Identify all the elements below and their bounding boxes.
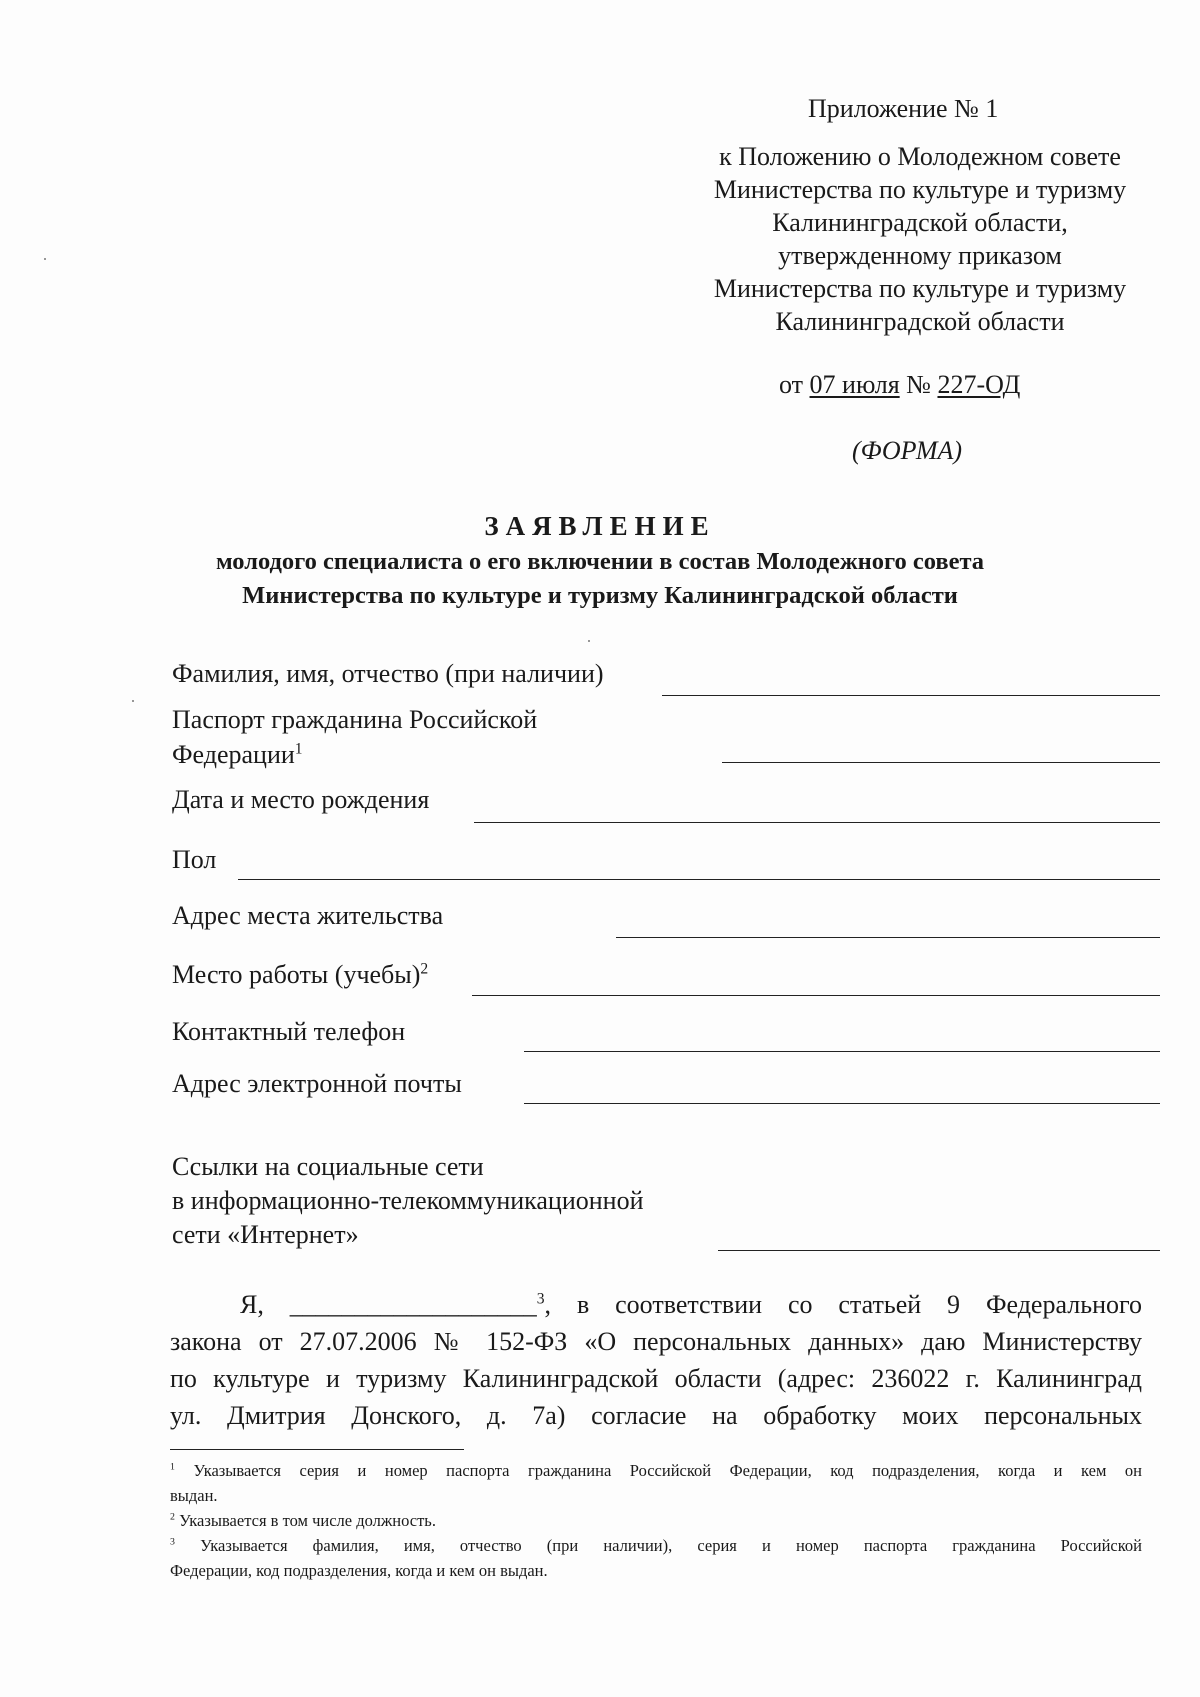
consent-line-3: по культуре и туризму Калининградской области (адрес: 236022 г. Калининград [170, 1364, 1142, 1393]
passport-label-text: Федерации [172, 740, 295, 769]
scan-speck [588, 640, 590, 642]
consent-start: Я, [240, 1290, 264, 1319]
order-date: 07 июля [809, 370, 900, 399]
field-social-label-2: в информационно-телекоммуникационной [172, 1186, 644, 1215]
footnote-number: 1 [170, 1461, 175, 1473]
consent-line-4: ул. Дмитрия Донского, д. 7а) согласие на обработку моих персональных [170, 1401, 1142, 1430]
document-heading: ЗАЯВЛЕНИЕ [484, 511, 716, 541]
footnote-text: Указывается серия и номер паспорта гражданина Российской Федерации, код подразделения, когда и кем он [193, 1461, 1143, 1480]
approval-block [680, 140, 1160, 338]
footnote-text: Указывается в том числе должность. [179, 1511, 436, 1530]
footnote-1 [170, 1459, 1142, 1483]
footnote-text: Указывается фамилия, имя, отчество (при наличии), серия и номер паспорта гражданина Российской [200, 1536, 1142, 1555]
field-phone-line[interactable] [524, 1051, 1160, 1052]
document-subtitle: молодого специалиста о его включении в состав Молодежного совета [215, 548, 985, 575]
consent-name-blank[interactable]: ___________________ [289, 1290, 537, 1319]
approval-line: Министерства по культуре и туризму [713, 274, 1127, 303]
form-label: (ФОРМА) [852, 436, 963, 465]
consent-line-1 [240, 1288, 1142, 1322]
consent-line-2: закона от 27.07.2006 № 152-ФЗ «О персональных данных» даю Министерству [170, 1327, 1142, 1356]
field-address-line[interactable] [616, 937, 1160, 938]
footnote-ref: 3 [536, 1290, 545, 1308]
approval-line: утвержденному приказом [778, 241, 1062, 270]
footnote-ref: 1 [294, 740, 303, 758]
footnote-number: 3 [170, 1536, 175, 1548]
order-prefix: от [779, 370, 810, 399]
field-email-label: Адрес электронной почты [172, 1069, 462, 1098]
scan-speck [44, 258, 46, 260]
field-social-label-3: сети «Интернет» [172, 1220, 359, 1249]
footnote-1-cont: выдан. [170, 1486, 218, 1505]
field-passport-label: Паспорт гражданина Российской [172, 705, 538, 734]
appendix-label: Приложение № 1 [808, 94, 999, 123]
order-mid: № [899, 370, 938, 399]
field-full-name-label: Фамилия, имя, отчество (при наличии) [172, 659, 604, 688]
footnote-3 [170, 1534, 1142, 1558]
field-birth-label: Дата и место рождения [172, 785, 430, 814]
approval-line: Калининградской области, [772, 208, 1068, 237]
field-work-label [172, 960, 428, 990]
field-passport-label-2 [172, 740, 303, 770]
field-email-line[interactable] [524, 1103, 1160, 1104]
footnote-3-cont: Федерации, код подразделения, когда и кем он выдан. [170, 1561, 548, 1580]
field-birth-line[interactable] [474, 822, 1160, 823]
approval-line: к Положению о Молодежном совете [719, 142, 1121, 171]
field-full-name-line[interactable] [662, 695, 1160, 696]
scan-speck [132, 700, 134, 702]
field-social-label: Ссылки на социальные сети [172, 1152, 484, 1181]
footnote-ref: 2 [420, 960, 429, 978]
work-label-text: Место работы (учебы) [172, 960, 421, 989]
field-gender-line[interactable] [238, 879, 1160, 880]
field-social-line[interactable] [718, 1250, 1160, 1251]
field-address-label: Адрес места жительства [172, 901, 444, 930]
footnote-2 [170, 1509, 436, 1533]
field-gender-label: Пол [172, 845, 217, 874]
field-phone-label: Контактный телефон [172, 1017, 406, 1046]
order-number: 227-ОД [937, 370, 1021, 399]
consent-line1-rest: , в соответствии со статьей 9 Федерального [544, 1290, 1142, 1319]
approval-line: Калининградской области [775, 307, 1065, 336]
footnote-separator [170, 1449, 464, 1450]
field-work-line[interactable] [472, 995, 1160, 996]
field-passport-line[interactable] [722, 762, 1160, 763]
order-reference [779, 370, 1020, 400]
document-subtitle: Министерства по культуре и туризму Калининградской области [242, 582, 958, 609]
footnote-number: 2 [170, 1511, 175, 1523]
approval-line: Министерства по культуре и туризму [713, 175, 1127, 204]
